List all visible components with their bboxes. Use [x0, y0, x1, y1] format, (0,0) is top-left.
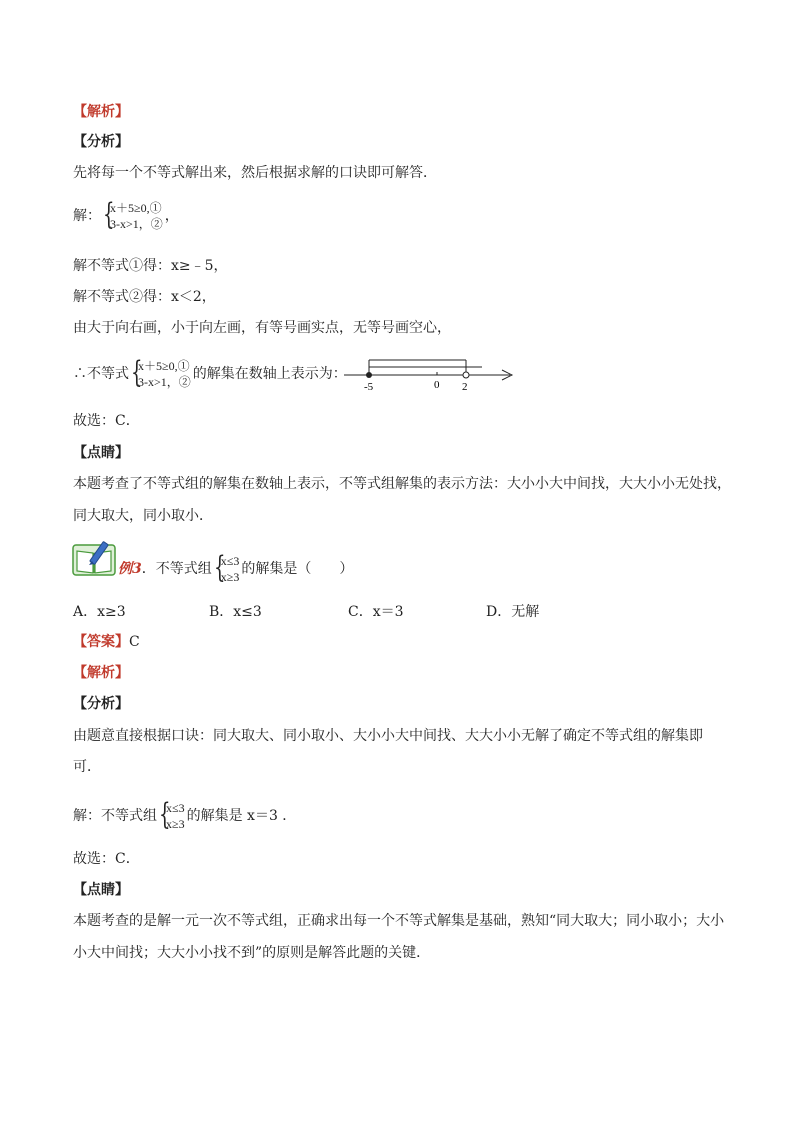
summary-1-line-2: 同大取大，同小取小．	[73, 508, 213, 524]
system-row-2: 3-x>1，②	[110, 217, 163, 231]
solution-2-line	[73, 797, 297, 832]
label-0: 0	[434, 379, 440, 391]
solid-dot-minus5	[366, 372, 372, 378]
summary-1-line-1: 本题考查了不等式组的解集在数轴上表示，不等式组解集的表示方法：大小小大中间找，大大小小无处找，	[73, 476, 731, 492]
jiexi-heading-1: 【解析】	[73, 104, 129, 120]
question-suffix: 的解集是（ ）	[241, 561, 354, 577]
option-c: C．x＝3	[348, 604, 404, 620]
solution-suffix: ，	[164, 208, 179, 224]
therefore-line	[73, 355, 347, 390]
fenxi-heading-1: 【分析】	[73, 134, 129, 150]
example-3-question	[118, 550, 354, 585]
solution-2-prefix: 解：不等式组	[73, 808, 157, 824]
analysis-2-line-1: 由题意直接根据口诀：同大取大、同小取小、大小小大中间找、大大小小无解了确定不等式组的解集即	[73, 728, 703, 744]
daan-value: C	[129, 634, 140, 650]
summary-2-line-1: 本题考查的是解一元一次不等式组，正确求出每一个不等式解集是基础，熟知“同大取大；同小取小；大小	[73, 913, 725, 929]
inequality-system-4: { x≤3 x≥3	[159, 797, 185, 832]
label-minus5: -5	[364, 381, 374, 393]
answer-key-line	[73, 632, 140, 652]
system-row-2: x≥3	[220, 570, 240, 584]
analysis-2-line-2: 可．	[73, 759, 101, 775]
system-row-1: x＋5≥0,①	[110, 201, 162, 215]
solution-prefix: 解：	[73, 208, 101, 224]
system-row-2: x≥3	[166, 817, 185, 831]
inequality-system-3: { x≤3 x≥3	[213, 550, 240, 585]
option-d: D．无解	[486, 604, 540, 620]
jiexi-heading-2: 【解析】	[73, 665, 129, 681]
hollow-dot-2	[463, 372, 469, 378]
system-row-2: 3-x>1，②	[138, 375, 191, 389]
summary-2-line-2: 小大中间找；大大小小找不到”的原则是解答此题的关键．	[73, 945, 431, 961]
label-2: 2	[462, 381, 468, 393]
daan-heading: 【答案】	[73, 634, 129, 650]
answer-2: 故选：C．	[73, 851, 140, 867]
example-book-icon	[72, 539, 116, 577]
inequality-system-2: { x＋5≥0,① 3-x>1，②	[131, 355, 191, 390]
system-row-1: x≤3	[220, 554, 240, 568]
solution-line-1	[73, 197, 179, 232]
analysis-intro: 先将每一个不等式解出来，然后根据求解的口诀即可解答．	[73, 165, 437, 181]
step-2: 解不等式②得：x＜2，	[73, 289, 216, 305]
dianjing-heading-1: 【点睛】	[73, 445, 129, 461]
therefore-prefix: ∴不等式	[73, 366, 129, 382]
number-line	[340, 355, 520, 397]
example-label: 例3	[118, 561, 142, 577]
answer-1: 故选：C．	[73, 413, 140, 429]
solution-2-suffix: 的解集是 x＝3 ．	[186, 808, 297, 824]
step-1: 解不等式①得：x≥﹣5，	[73, 258, 228, 274]
option-a: A．x≥3	[73, 604, 126, 620]
drawing-rule: 由大于向右画，小于向左画，有等号画实点，无等号画空心，	[73, 320, 451, 336]
therefore-suffix: 的解集在数轴上表示为：	[192, 366, 347, 382]
inequality-system-1: { x＋5≥0,① 3-x>1，②	[103, 197, 163, 232]
system-row-1: x＋5≥0,①	[138, 359, 190, 373]
system-row-1: x≤3	[166, 801, 185, 815]
dianjing-heading-2: 【点睛】	[73, 882, 129, 898]
option-b: B．x≤3	[209, 604, 262, 620]
question-prefix: ．不等式组	[141, 561, 212, 577]
fenxi-heading-2: 【分析】	[73, 696, 129, 712]
